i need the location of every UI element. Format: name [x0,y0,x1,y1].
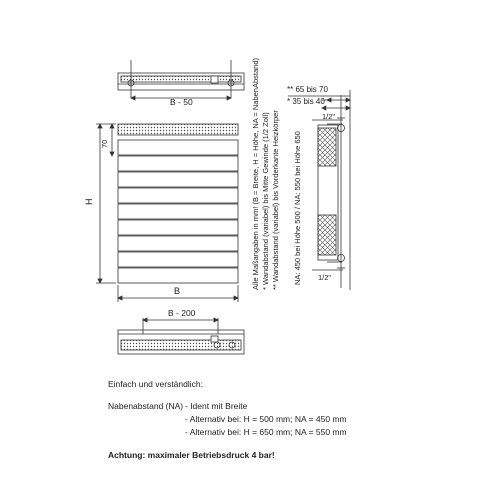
height-label: H [84,198,94,205]
side-35-40-label: * 35 bis 40 [287,97,325,106]
top-view [118,60,244,100]
side-hatch-top [318,128,336,166]
bottom-view [118,318,244,354]
naben-line-1: - Ident mit Breite [185,401,248,411]
legend-line-2: * Wandabstand (variabel) bis Mitte Gewinde (1/2 Zoll) [261,112,270,290]
naben-lines [185,400,347,439]
notes-block [108,378,488,462]
naben-row [108,400,488,439]
thread-top-label: 1/2" [322,112,336,121]
na-note: NA: 450 bei Höhe 500 / NA: 550 bei Höhe 650 [293,131,302,285]
naben-line-3: - Alternativ bei: H = 650 mm; NA = 550 mm [185,427,347,437]
naben-line-2: - Alternativ bei: H = 500 mm; NA = 450 mm [185,414,347,424]
radiator-top-grille [118,124,238,135]
front-view [96,124,238,302]
spacing-70-label: 70 [100,139,109,148]
naben-label: Nabenabstand (NA) [108,401,184,411]
legend-line-1: Alle Maßangaben in mm! (B = Breite, H = Höhe, NA = NabenAbstand) [251,58,260,290]
legend-line-3: ** Wandabstand (variabel) bis Vorderkante Heizkörper [271,110,280,290]
width-label: B [174,286,181,296]
side-65-70-label: ** 65 bis 70 [287,85,328,94]
pressure-warning: Achtung: maximaler Betriebsdruck 4 bar! [108,450,275,460]
side-hatch-bottom [318,215,336,255]
notes-intro: Einfach und verständlich: [108,379,203,389]
top-width-label: B - 50 [170,97,193,107]
thread-bottom-label: 1/2" [318,273,332,282]
bottom-width-label: B - 200 [168,308,196,318]
